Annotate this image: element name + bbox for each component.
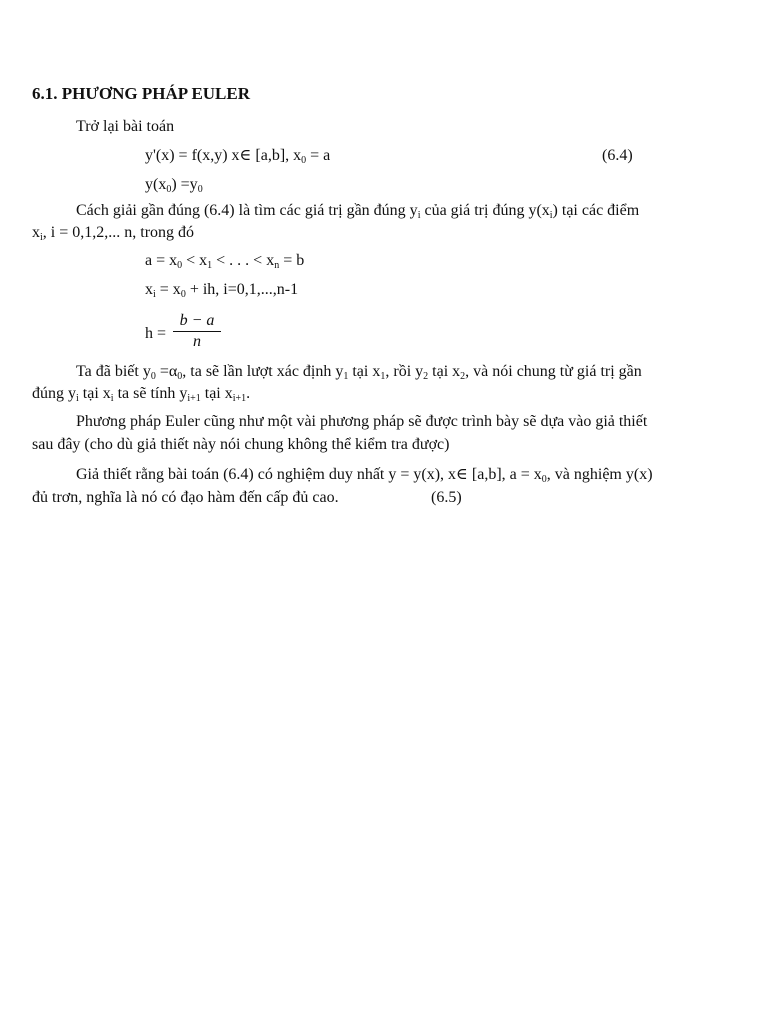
equation-number-6-5: (6.5) — [431, 489, 462, 506]
assumption-paragraph-line1: Giả thiết rằng bài toán (6.4) có nghiệm duy nhất y = y(x), x∈ [a,b], $a = x_0$, và nghiệm y(x) — [76, 466, 653, 485]
grid-points-formula: $x_i = x_0$ + ih, i=0,1,...,n-1 — [145, 281, 299, 300]
process-paragraph-line2: đúng $y_i$ tại $x_i$ ta sẽ tính $y_{i+1}$ tại $x_{i+1}$. — [32, 385, 251, 404]
step-size-fraction — [173, 312, 221, 351]
grid-points-inequality: $a = x_0 < x_1$ < . . . < $x_n = b$ — [145, 252, 305, 271]
equation-6-4: y'(x) = f(x,y) x∈ [a,b], $x_0 = a$ — [145, 147, 331, 166]
section-heading: 6.1. PHƯƠNG PHÁP EULER — [32, 84, 251, 103]
initial-condition: $y(x_0) =y_0$ — [145, 176, 203, 195]
fraction-bar — [173, 331, 221, 332]
fraction-denominator: n — [193, 333, 201, 350]
assumption-intro-line2: sau đây (cho dù giả thiết này nói chung không thể kiểm tra được) — [32, 436, 450, 453]
intro-paragraph: Trở lại bài toán — [76, 118, 175, 135]
assumption-intro-line1: Phương pháp Euler cũng như một vài phương pháp sẽ được trình bày sẽ dựa vào giả thiết — [76, 413, 648, 430]
process-paragraph-line1: Ta đã biết $y_0 =\alpha_0$, ta sẽ lần lượt xác định $y_1$ tại $x_1$, rồi $y_2$ tại $x_2$, và nói chung từ giá trị gần — [76, 363, 642, 382]
assumption-paragraph-line2: đủ trơn, nghĩa là nó có đạo hàm đến cấp đủ cao. — [32, 489, 339, 506]
method-paragraph-line1: Cách giải gần đúng (6.4) là tìm các giá trị gần đúng $y_i$ của giá trị đúng $y(x_i)$ tại các điểm — [76, 202, 640, 221]
equation-number-6-4: (6.4) — [602, 147, 633, 164]
step-size-lhs: h = — [145, 325, 167, 342]
method-paragraph-line2: $x_i$, i = 0,1,2,... n, trong đó — [32, 224, 195, 243]
fraction-numerator: b − a — [179, 312, 215, 329]
